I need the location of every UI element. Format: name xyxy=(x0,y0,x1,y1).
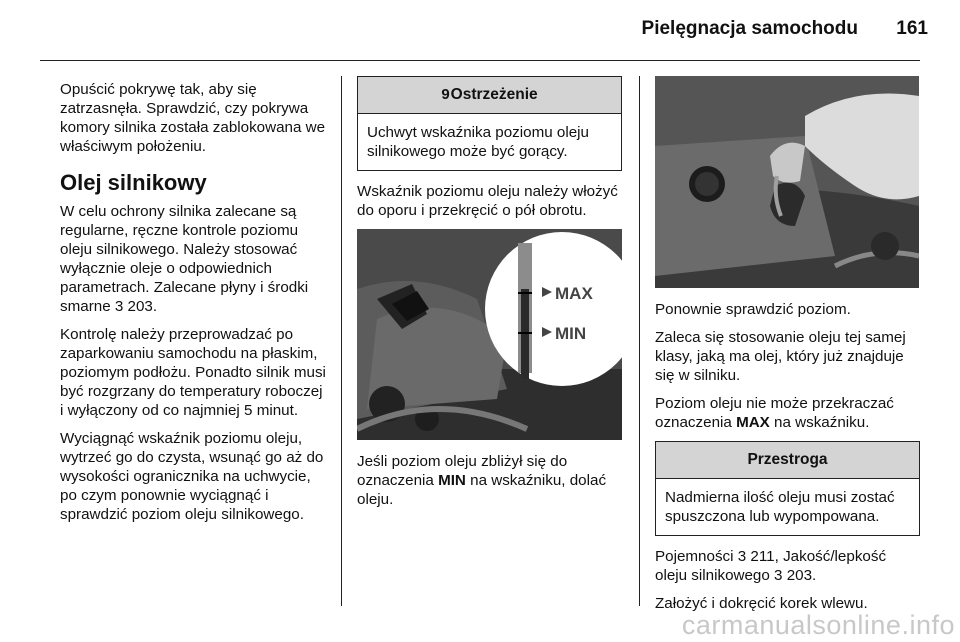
oil-filling-photo xyxy=(655,76,919,288)
page-header-title: Pielęgnacja samochodu xyxy=(641,18,858,39)
top-up-text-2: na wskaźniku, dolać oleju. xyxy=(357,472,607,508)
max-mark: MAX xyxy=(736,414,770,431)
dipstick-max-label: MAX xyxy=(555,284,593,303)
refit-cap-paragraph: Założyć i dokręcić korek wlewu. xyxy=(655,595,868,612)
capacities-text-1: Pojemności xyxy=(655,548,738,565)
same-oil-paragraph: Zaleca się stosowanie oleju tej samej klasy, jaką ma olej, który już znajduje się w silniku. xyxy=(655,329,906,384)
column-1 xyxy=(60,80,330,533)
caution-box xyxy=(655,441,920,536)
dipstick-min-label: MIN xyxy=(555,324,587,343)
dipstick-insert-paragraph: Wskaźnik poziomu oleju należy włożyć do oporu i przekręcić o pół obrotu. xyxy=(357,183,618,219)
top-up-text-1: Jeśli poziom oleju zbliżył się do oznaczenia xyxy=(357,453,568,489)
caution-header: Przestroga xyxy=(656,442,919,479)
warning-title: Ostrzeżenie xyxy=(450,86,538,103)
top-up-paragraph xyxy=(357,452,622,509)
recheck-paragraph: Ponownie sprawdzić poziom. xyxy=(655,301,851,318)
header-rule xyxy=(40,60,920,61)
max-level-text-2: na wskaźniku. xyxy=(769,414,870,431)
dipstick-instructions-paragraph: Wyciągnąć wskaźnik poziomu oleju, wytrzeć go do czysta, wsunąć go aż do wysokości ogranicznika na uchwycie, po czym ponownie wyciągnąć i sprawdzić poziom oleju silnikowego. xyxy=(60,430,324,523)
warning-box xyxy=(357,76,622,171)
min-mark: MIN xyxy=(438,472,466,489)
oil-check-text: W celu ochrony silnika zalecane są regularne, ręczne kontrole poziomu oleju silnikowego. Należy stosować wyłącznie oleje o odpowiednich parametrach. Zalecane płyny i środki smarne xyxy=(60,203,309,315)
page-reference: 3 203. xyxy=(774,567,817,584)
max-level-text-1: Poziom oleju nie może przekraczać oznaczenia xyxy=(655,395,894,431)
oil-check-paragraph xyxy=(60,202,330,316)
max-level-paragraph xyxy=(655,394,920,432)
capacities-paragraph xyxy=(655,547,920,585)
column-3 xyxy=(655,76,920,622)
column-divider-1 xyxy=(341,76,342,606)
page-reference: 3 211 xyxy=(737,548,775,565)
capacities-text-2: , Jakość/lepkość oleju silnikowego xyxy=(655,548,887,584)
intro-paragraph: Opuścić pokrywę tak, aby się zatrzasnęła. Sprawdzić, czy pokrywa komory silnika została zablokowana we właściwym położeniu. xyxy=(60,81,326,155)
section-heading: Olej silnikowy xyxy=(60,170,207,195)
page-reference: 3 203. xyxy=(114,298,158,315)
column-divider-2 xyxy=(639,76,640,606)
warning-body: Uchwyt wskaźnika poziomu oleju silnikowego może być gorący. xyxy=(367,124,589,160)
warning-symbol: 9 xyxy=(441,86,450,103)
column-2 xyxy=(357,76,622,518)
conditions-paragraph: Kontrolę należy przeprowadzać po zaparkowaniu samochodu na płaskim, poziomym podłożu. Ponadto silnik musi być rozgrzany do temperatury roboczej i wyłączony od co najmniej 5 minut. xyxy=(60,326,326,419)
page-number: 161 xyxy=(896,18,928,39)
caution-body: Nadmierna ilość oleju musi zostać spuszczona lub wypompowana. xyxy=(665,489,895,525)
warning-header xyxy=(358,77,621,114)
dipstick-photo xyxy=(357,229,622,440)
watermark: carmanualsonline.info xyxy=(681,610,955,640)
